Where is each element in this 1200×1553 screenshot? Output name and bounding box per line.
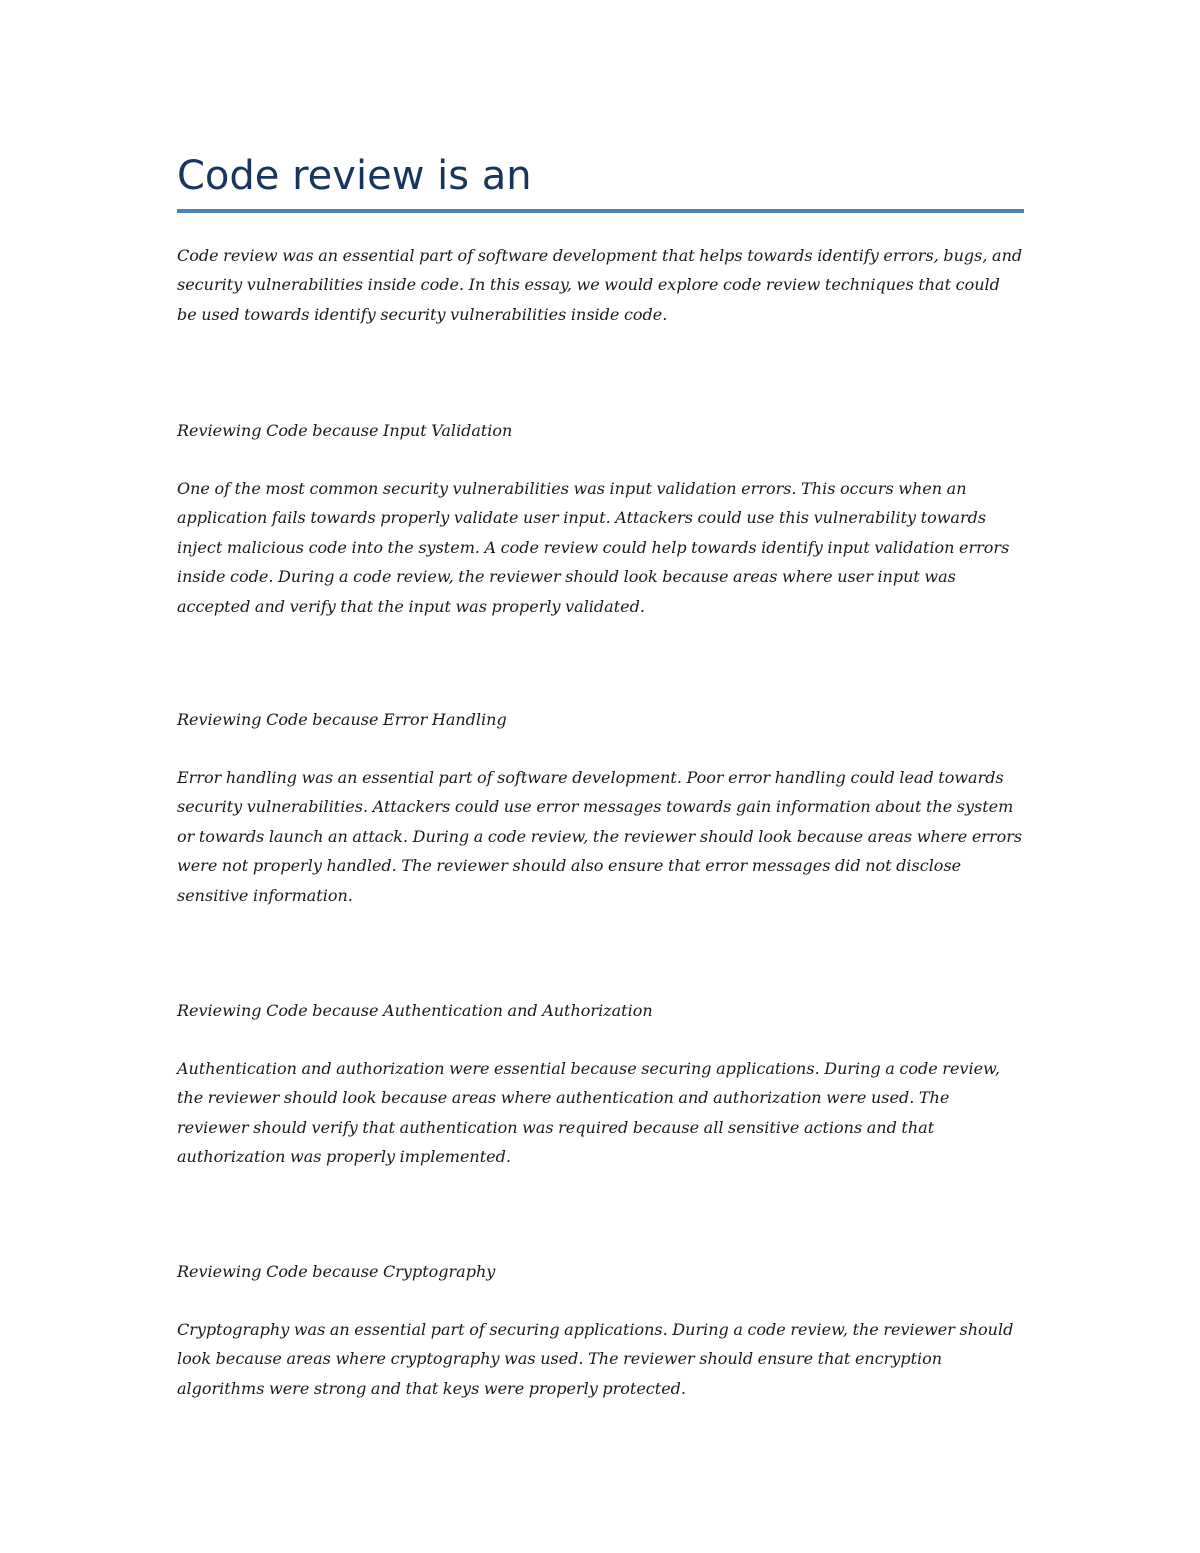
- section-heading-authentication: Reviewing Code because Authentication and Authorization: [177, 1001, 653, 1020]
- section-heading-cryptography: Reviewing Code because Cryptography: [177, 1262, 496, 1281]
- section-body-error-handling: Error handling was an essential part of software development. Poor error handling could lead towards security vulnerabilities. Attackers could use error messages towards gain information about the system or towards launch an attack. During a code review, the reviewer should look because areas where errors were not properly handled. The reviewer should also ensure that error messages did not disclose sensitive information.: [177, 768, 1023, 905]
- title-underline-rule: [177, 209, 1024, 213]
- section-body-cryptography: Cryptography was an essential part of securing applications. During a code review, the reviewer should look because areas where cryptography was used. The reviewer should ensure that encryption algorithms were strong and that keys were properly protected.: [177, 1320, 1014, 1398]
- section-heading-input-validation: Reviewing Code because Input Validation: [177, 421, 513, 440]
- section-heading-error-handling: Reviewing Code because Error Handling: [177, 710, 507, 729]
- section-body-authentication: Authentication and authorization were essential because securing applications. During a code review, the reviewer should look because areas where authentication and authorization were used. The reviewer should verify that authentication was required because all sensitive actions and that authorization was properly implemented.: [177, 1059, 1000, 1167]
- intro-paragraph: Code review was an essential part of software development that helps towards identify errors, bugs, and security vulnerabilities inside code. In this essay, we would explore code review techniques that could be used towards identify security vulnerabilities inside code.: [177, 246, 1023, 324]
- section-body-input-validation: One of the most common security vulnerabilities was input validation errors. This occurs when an application fails towards properly validate user input. Attackers could use this vulnerability towards inject malicious code into the system. A code review could help towards identify input validation errors inside code. During a code review, the reviewer should look because areas where user input was accepted and verify that the input was properly validated.: [177, 479, 1010, 616]
- document-title: Code review is an: [177, 153, 532, 199]
